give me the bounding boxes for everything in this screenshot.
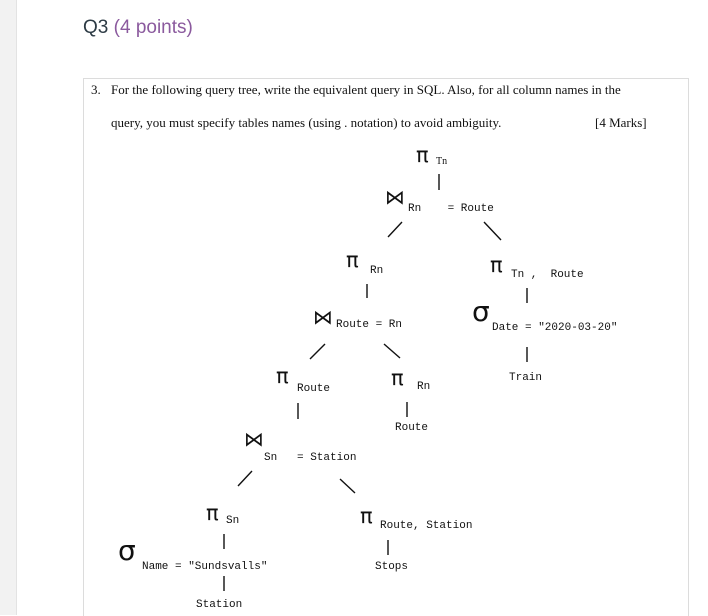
route-project-attr: Route: [297, 383, 331, 395]
sn-project-attr: Sn: [226, 515, 240, 527]
route-table: Route: [395, 422, 429, 434]
edge-lowjoin-left: [238, 471, 252, 486]
question-line-1: For the following query tree, write the equivalent query in SQL. Also, for all column names in the: [111, 82, 621, 97]
join-symbol: ⋈: [244, 427, 264, 451]
question-label: Q3: [83, 17, 109, 38]
stops-project-attr: Route, Station: [380, 520, 473, 532]
pi-symbol: π: [206, 501, 219, 525]
low-join-condition: Sn = Station: [264, 452, 357, 464]
rn-project-attr: Rn: [417, 381, 431, 393]
edge-join-right: [484, 222, 501, 240]
pi-symbol: π: [391, 366, 404, 390]
edge-midjoin-right: [384, 344, 400, 358]
date-select-condition: Date = "2020-03-20": [492, 322, 618, 334]
name-select-condition: Name = "Sundsvalls": [142, 561, 268, 573]
pi-symbol: π: [346, 248, 359, 272]
station-table: Station: [196, 599, 243, 611]
edge-join-left: [388, 222, 402, 237]
right-project-attr: Tn , Route: [511, 269, 584, 281]
pi-symbol: π: [416, 143, 429, 167]
mid-join-condition: Route = Rn: [336, 319, 403, 331]
left-project-attr: Rn: [370, 265, 384, 277]
edge-lowjoin-right: [340, 479, 355, 493]
root-project-attr: Tn: [436, 156, 448, 167]
question-points: (4 points): [113, 17, 193, 38]
stops-table: Stops: [375, 561, 409, 573]
join-symbol: ⋈: [313, 305, 333, 329]
question-line-2: query, you must specify tables names (using . notation) to avoid ambiguity.: [111, 115, 502, 130]
pi-symbol: π: [276, 364, 289, 388]
train-table: Train: [509, 372, 543, 384]
sigma-symbol: σ: [472, 295, 490, 328]
top-join-condition: Rn = Route: [408, 203, 494, 215]
pi-symbol: π: [490, 253, 503, 277]
question-number: 3.: [91, 82, 101, 97]
marks-label: [4 Marks]: [595, 115, 647, 130]
sigma-symbol: σ: [118, 534, 136, 567]
join-symbol: ⋈: [385, 185, 405, 209]
edge-midjoin-left: [310, 344, 325, 359]
pi-symbol: π: [360, 504, 373, 528]
